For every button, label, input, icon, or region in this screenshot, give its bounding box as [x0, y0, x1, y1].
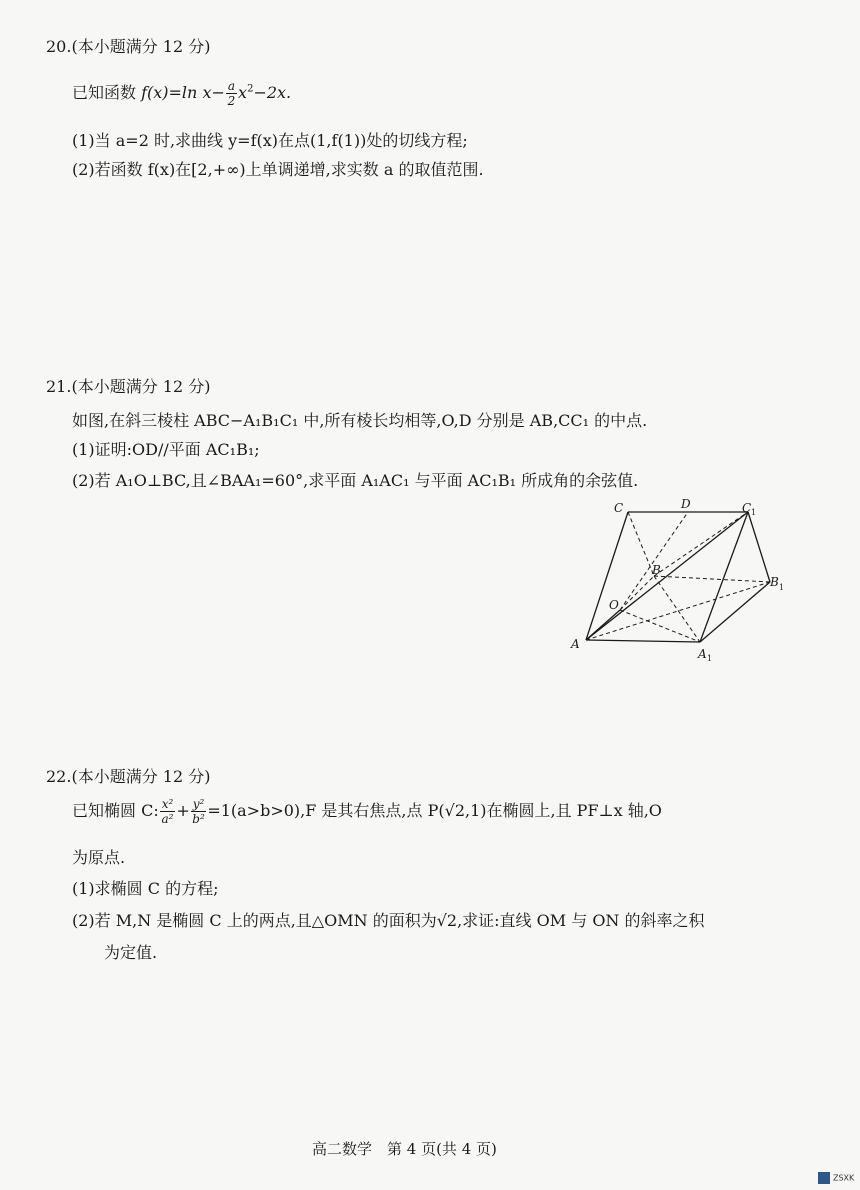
- edge-C1-B1: [748, 512, 770, 582]
- label-D: D: [681, 497, 691, 511]
- q22-y-den: b²: [192, 812, 205, 826]
- q22-x-num: x²: [161, 797, 174, 811]
- q20-fraction: [226, 80, 237, 107]
- label-O: O: [609, 598, 619, 612]
- q22-part2-b: ,求证:直线 OM 与 ON 的斜率之积: [457, 911, 705, 930]
- label-A1-sub: 1: [707, 654, 713, 663]
- edge-O-A1: [620, 610, 700, 642]
- q21-part1: (1)证明:OD//平面 AC₁B₁;: [72, 440, 260, 459]
- q22-plus: +: [176, 801, 190, 820]
- q20-intro-c: −2x.: [253, 83, 292, 102]
- label-B1: B: [770, 575, 779, 589]
- q22-part1: (1)求椭圆 C 的方程;: [72, 879, 219, 898]
- label-A: A: [571, 637, 580, 651]
- q22-intro-b: =1(a>b>0),F 是其右焦点,点 P(: [207, 801, 445, 820]
- edge-O-B: [620, 576, 654, 610]
- edge-B-A1: [654, 576, 700, 642]
- q21-part2: (2)若 A₁O⊥BC,且∠BAA₁=60°,求平面 A₁AC₁ 与平面 AC₁B₁ 所成角的余弦值.: [72, 471, 639, 490]
- label-A1: A: [698, 647, 707, 661]
- q20-intro-fx: f(x)=ln x−: [141, 83, 225, 102]
- q20-part2: (2)若函数 f(x)在[2,+∞)上单调递增,求实数 a 的取值范围.: [72, 160, 484, 179]
- q22-y-num: y²: [192, 797, 205, 811]
- q22-intro-cont: 为原点.: [72, 848, 126, 867]
- label-C: C: [614, 501, 624, 515]
- q22-intro-c: ,1)在椭圆上,且 PF⊥x 轴,O: [465, 801, 662, 820]
- edge-B-B1: [654, 576, 770, 582]
- page-footer: 高二数学 第 4 页(共 4 页): [312, 1140, 497, 1158]
- prism-figure: [568, 496, 798, 666]
- corner-watermark: [818, 1172, 854, 1184]
- edge-B-C1: [654, 512, 748, 576]
- q20-intro-b: x: [238, 83, 248, 102]
- q22-intro: [72, 798, 662, 825]
- q22-sqrt2: √2: [444, 801, 465, 820]
- q22-part2: [72, 908, 705, 931]
- q20-header: 20.(本小题满分 12 分): [46, 37, 211, 56]
- q21-intro: 如图,在斜三棱柱 ABC−A₁B₁C₁ 中,所有棱长均相等,O,D 分别是 AB,CC₁ 的中点.: [72, 411, 648, 430]
- corner-mark-text: ZSXK: [833, 1173, 855, 1183]
- q22-y-fraction: [191, 798, 207, 825]
- q20-frac-num: a: [227, 79, 236, 93]
- q22-x-fraction: [160, 798, 176, 825]
- q20-frac-den: 2: [227, 94, 236, 108]
- q22-x-den: a²: [161, 812, 174, 826]
- edge-O-D: [620, 512, 688, 610]
- label-C1: C: [742, 501, 752, 515]
- label-B: B: [652, 563, 661, 577]
- q22-part2-cont: 为定值.: [104, 943, 158, 962]
- watermark-logo-icon: [818, 1172, 830, 1184]
- q22-intro-a: 已知椭圆 C:: [72, 801, 159, 820]
- label-C1-sub: 1: [751, 508, 757, 517]
- label-B1-sub: 1: [779, 583, 785, 592]
- q21-header: 21.(本小题满分 12 分): [46, 377, 211, 396]
- q22-header: 22.(本小题满分 12 分): [46, 767, 211, 786]
- q22-part2-sqrt: √2: [436, 911, 458, 930]
- q20-intro: [72, 80, 291, 107]
- q20-part1: (1)当 a=2 时,求曲线 y=f(x)在点(1,f(1))处的切线方程;: [72, 131, 468, 150]
- q20-intro-a: 已知函数: [72, 83, 142, 102]
- edge-A-A1: [586, 640, 700, 642]
- q20-exponent: 2: [247, 83, 254, 95]
- q22-part2-a: (2)若 M,N 是椭圆 C 上的两点,且△OMN 的面积为: [72, 911, 437, 930]
